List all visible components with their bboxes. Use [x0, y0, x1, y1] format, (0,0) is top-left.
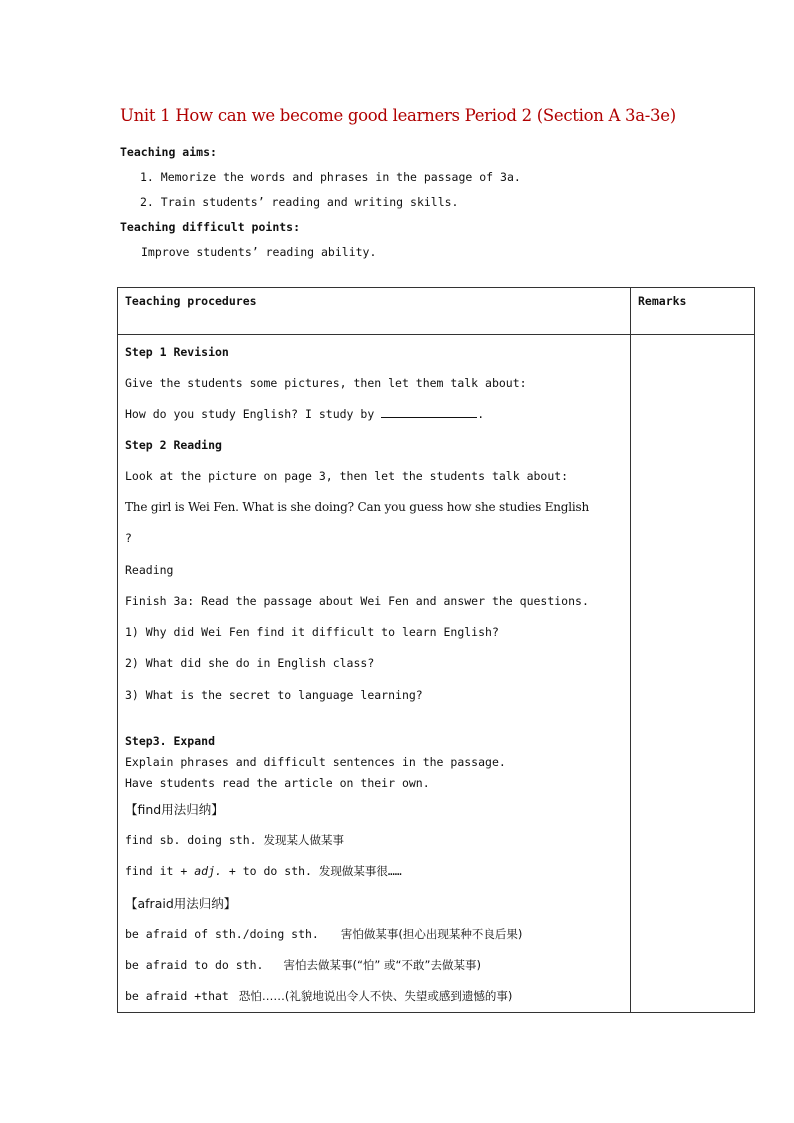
find-usage-2-adj: adj.: [194, 864, 222, 878]
find-usage-1: find sb. doing sth. 发现某人做某事: [125, 833, 344, 847]
step2-line1: Look at the picture on page 3, then let the students talk about:: [125, 469, 569, 483]
remarks-cell: [631, 335, 755, 1013]
afraid-usage-3-a: be afraid +that: [125, 989, 229, 1003]
step3-heading: Step3. Expand: [125, 734, 216, 748]
table-body-row: [118, 335, 755, 1013]
step2-reading-label: Reading: [125, 563, 174, 577]
find-heading: 【find用法归纳】: [125, 802, 224, 817]
afraid-usage-2: [125, 957, 481, 973]
afraid-usage-3-b: 恐怕……(礼貌地说出令人不快、失望或感到遗憾的事): [238, 989, 513, 1003]
afraid-usage-1-a: be afraid of sth./doing sth.: [125, 927, 319, 941]
afraid-usage-1: [125, 926, 522, 942]
find-usage-2-a: find it +: [125, 864, 195, 878]
step1-line2-suffix: .: [477, 407, 485, 421]
step1-line1: Give the students some pictures, then let them talk about:: [125, 376, 527, 390]
fill-in-blank: [381, 408, 477, 418]
step3-line1: Explain phrases and difficult sentences in the passage.: [125, 755, 506, 769]
afraid-heading: 【afraid用法归纳】: [125, 896, 237, 911]
afraid-usage-1-b: 害怕做某事(担心出现某种不良后果): [340, 927, 523, 941]
step1-line2: [125, 407, 484, 421]
afraid-usage-2-a: be afraid to do sth.: [125, 958, 264, 972]
aim-item-2: 2. Train students’ reading and writing skills.: [140, 195, 459, 209]
find-usage-2: [125, 863, 402, 879]
procedures-cell: [118, 335, 631, 1013]
difficult-points-text: Improve students’ reading ability.: [141, 245, 377, 259]
step2-heading: Step 2 Reading: [125, 438, 222, 452]
find-usage-2-b: + to do sth. 发现做某事很……: [221, 864, 402, 878]
question-2: 2) What did she do in English class?: [125, 656, 375, 670]
step2-finish: Finish 3a: Read the passage about Wei Fen and answer the questions.: [125, 594, 589, 608]
afraid-usage-2-b: 害怕去做某事(“怕” 或“不敢”去做某事): [283, 958, 481, 972]
step2-line3: ?: [125, 531, 132, 545]
header-procedures-label: Teaching procedures: [125, 294, 257, 308]
difficult-points-heading: Teaching difficult points:: [120, 220, 301, 234]
header-cell-procedures: [118, 288, 631, 335]
afraid-usage-3: [125, 988, 512, 1004]
header-cell-remarks: [631, 288, 755, 335]
question-1: 1) Why did Wei Fen find it difficult to learn English?: [125, 625, 499, 639]
header-remarks-label: Remarks: [638, 294, 687, 308]
question-3: 3) What is the secret to language learning?: [125, 688, 423, 702]
aim-item-1: 1. Memorize the words and phrases in the passage of 3a.: [140, 170, 521, 184]
step1-line2-prefix: How do you study English? I study by: [125, 407, 382, 421]
step2-line2: The girl is Wei Fen. What is she doing? Can you guess how she studies English: [125, 500, 590, 514]
teaching-aims-heading: Teaching aims:: [120, 145, 217, 159]
page-title: Unit 1 How can we become good learners Period 2 (Section A 3a-3e): [120, 106, 676, 125]
step3-line2: Have students read the article on their own.: [125, 776, 430, 790]
step1-heading: Step 1 Revision: [125, 345, 229, 359]
table-header-row: [118, 288, 755, 335]
procedures-table: [117, 287, 755, 1013]
